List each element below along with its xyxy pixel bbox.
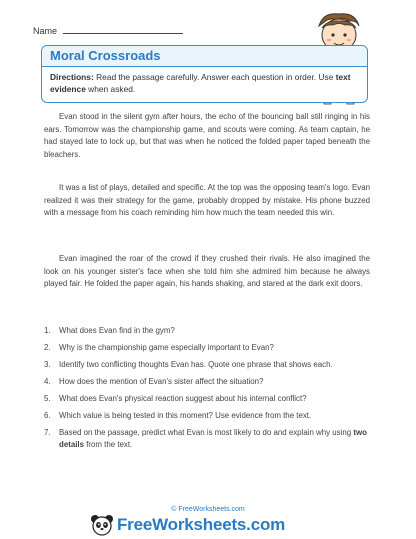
passage-paragraph-2: It was a list of plays, detailed and specific. At the top was the opposing team's logo. Evan realized it was their strategy for the game, probably dropped by mistake. His phone buzzed with a message from his coach reminding him how much the team needed this win. (44, 183, 370, 217)
passage-paragraph-1: Evan stood in the silent gym after hours, the echo of the bouncing ball still ringing in his ears. Tomorrow was the championship game, and scouts were coming. As team captain, he had stayed late to lock up, but that was when he noticed the folded paper taped beneath the bleachers. (44, 112, 370, 159)
name-label: Name (33, 26, 58, 36)
question-item (44, 325, 370, 337)
title-box (41, 45, 368, 103)
question-item (44, 376, 370, 388)
question-item (44, 342, 370, 354)
directions-text-2: when asked. (85, 84, 136, 94)
directions-text-1: Read the passage carefully. Answer each question in order. Use (93, 72, 336, 82)
question-number: 5. (44, 394, 51, 403)
directions-label: Directions: (50, 72, 94, 82)
question-text: Which value is being tested in this moment? Use evidence from the text. (59, 411, 312, 420)
question-text: How does the mention of Evan's sister affect the situation? (59, 377, 264, 386)
question-list (44, 325, 370, 456)
question-item (44, 359, 370, 371)
directions-bold: text evidence (50, 72, 351, 94)
question-number: 6. (44, 411, 51, 420)
worksheet-title: Moral Crossroads (42, 46, 367, 67)
name-field (33, 26, 183, 36)
question-number: 4. (44, 377, 51, 386)
name-line[interactable] (63, 26, 183, 34)
question-number: 7. (44, 428, 51, 437)
question-text: Identify two conflicting thoughts Evan has. Quote one phrase that shows each. (59, 360, 333, 369)
freeworksheets-logo[interactable] (90, 514, 330, 536)
question-number: 2. (44, 343, 51, 352)
question-text-1: Based on the passage, predict what Evan is most likely to do and explain why using (59, 428, 354, 437)
question-text: What does Evan's physical reaction suggest about his internal conflict? (59, 394, 307, 403)
question-text: Why is the championship game especially important to Evan? (59, 343, 274, 352)
directions (42, 67, 367, 99)
question-item (44, 393, 370, 405)
panda-icon (90, 514, 114, 536)
logo-text: FreeWorksheets.com (117, 515, 286, 534)
question-item (44, 427, 370, 451)
question-text-2: from the text. (84, 440, 133, 449)
question-item (44, 410, 370, 422)
passage-paragraph-3: Evan imagined the roar of the crowd if they crushed their rivals. He also imagined the look on his younger sister's face when she told him she admired him because he always played fair. He folded the paper again, his hands shaking, and stared at the dark exit doors. (44, 254, 370, 288)
question-text: What does Evan find in the gym? (59, 326, 175, 335)
question-number: 3. (44, 360, 51, 369)
question-bold: two details (59, 428, 367, 449)
footer-url[interactable]: © FreeWorksheets.com (171, 506, 245, 513)
question-number: 1. (44, 326, 51, 335)
